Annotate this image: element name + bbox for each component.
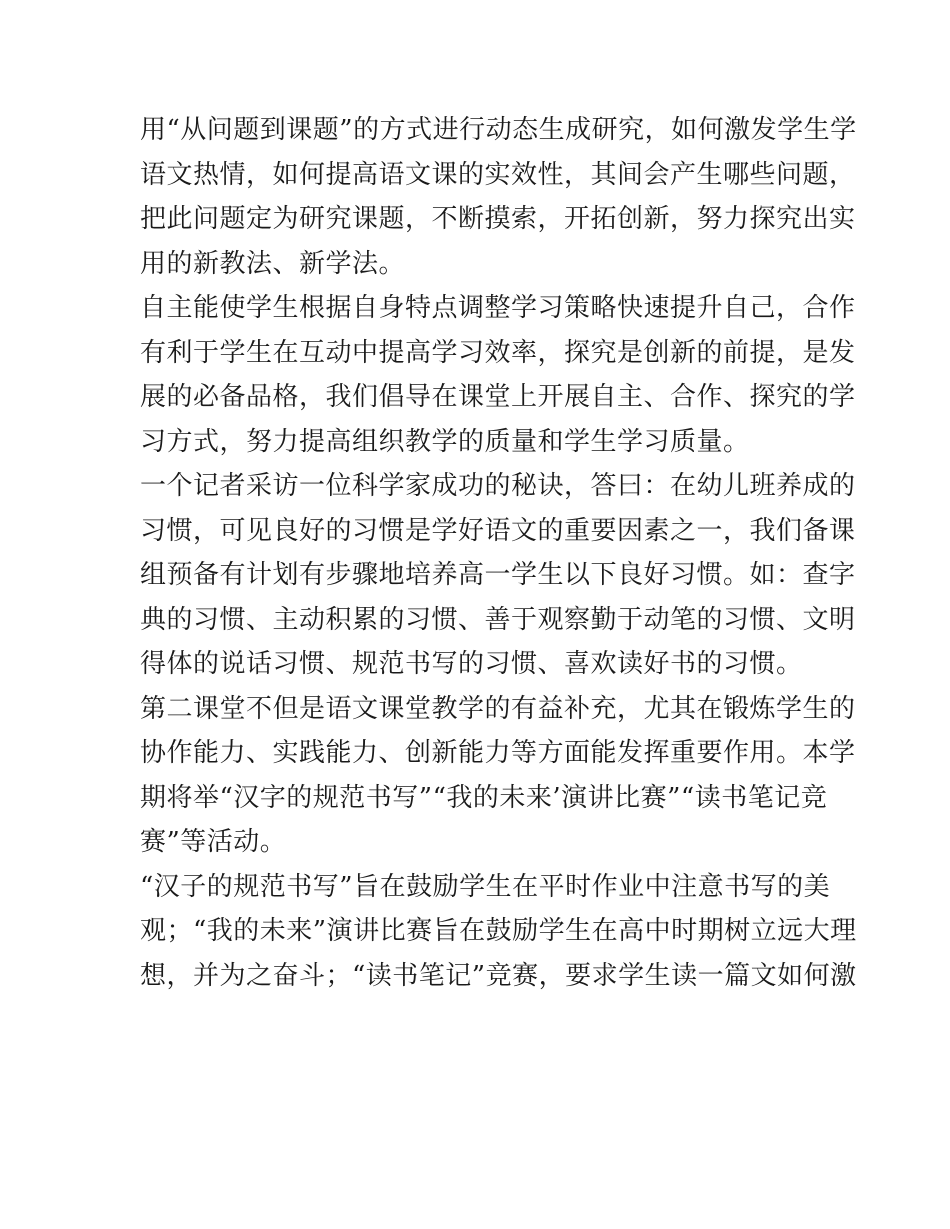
text-line: 想，并为之奋斗；“读书笔记”竞赛，要求学生读一篇文如何激	[140, 960, 857, 991]
text-line: 有利于学生在互动中提高学习效率，探究是创新的前提，是发	[140, 337, 856, 368]
document-body	[140, 108, 857, 998]
text-line: “汉子的规范书写”旨在鼓励学生在平时作业中注意书写的美	[140, 871, 831, 902]
text-line: 协作能力、实践能力、创新能力等方面能发挥重要作用。本学	[140, 738, 856, 768]
text-line: 一个记者采访一位科学家成功的秘诀，答曰：在幼儿班养成的	[140, 471, 856, 501]
text-line: 赛”等活动。	[140, 827, 287, 857]
text-line: 得体的说话习惯、规范书写的习惯、喜欢读好书的习惯。	[140, 649, 803, 679]
text-line: 用“从问题到课题”的方式进行动态生成研究，如何激发学生学	[140, 115, 857, 145]
text-line: 观；“我的未来”演讲比赛旨在鼓励学生在高中时期树立远大理	[140, 916, 857, 946]
text-line: 典的习惯、主动积累的习惯、善于观察勤于动笔的习惯、文明	[140, 604, 856, 635]
text-line: 习方式，努力提高组织教学的质量和学生学习质量。	[140, 426, 750, 457]
text-line: 期将举“汉字的规范书写”“我的未来’演讲比赛”“读书笔记竞	[140, 782, 828, 813]
text-line: 第二课堂不但是语文课堂教学的有益补充，尤其在锻炼学生的	[140, 693, 856, 724]
text-line: 自主能使学生根据自身特点调整学习策略快速提升自己，合作	[140, 293, 856, 323]
text-line: 展的必备品格，我们倡导在课堂上开展自主、合作、探究的学	[140, 382, 856, 412]
text-line: 用的新教法、新学法。	[140, 248, 406, 279]
text-line: 把此问题定为研究课题，不断摸索，开拓创新，努力探究出实	[140, 204, 856, 234]
text-line: 语文热情，如何提高语文课的实效性，其间会产生哪些问题，	[140, 159, 856, 190]
text-line: 习惯，可见良好的习惯是学好语文的重要因素之一，我们备课	[140, 515, 856, 546]
text-line: 组预备有计划有步骤地培养高一学生以下良好习惯。如：查字	[140, 560, 856, 590]
